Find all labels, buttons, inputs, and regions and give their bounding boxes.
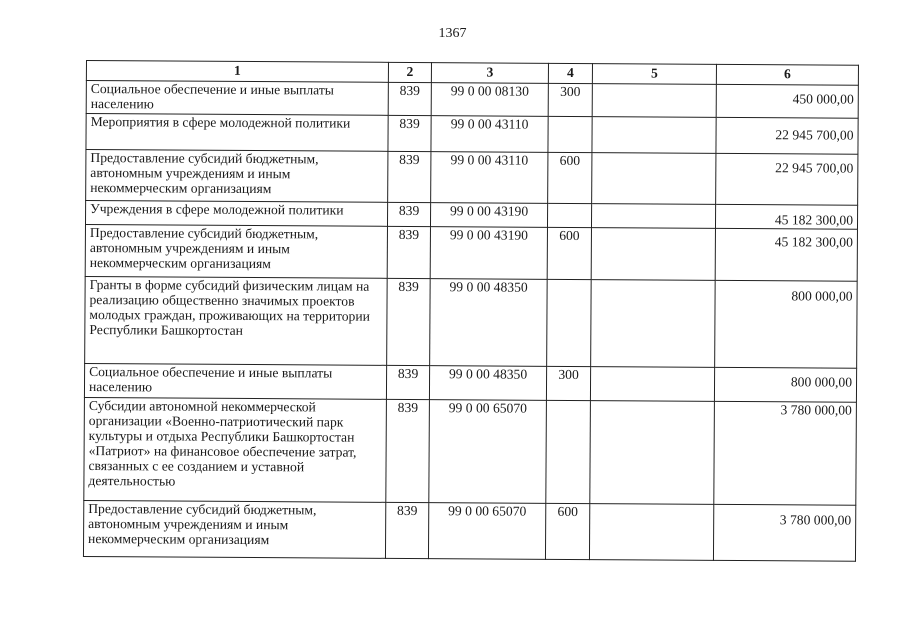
row-code-4: 600 [545,503,589,559]
row-sum [715,280,858,368]
row-code-4: 600 [547,227,591,279]
row-code-4: 300 [546,366,590,400]
table-row [84,363,856,402]
row-code-4: 600 [548,152,592,203]
table-row [86,114,858,155]
table-row [85,276,858,368]
column-header: 1 [86,61,388,83]
row-code-3: 99 0 00 48350 [429,366,546,401]
row-code-2: 839 [387,278,431,365]
row-name: Социальное обеспечение и иные выплаты населению [86,81,388,116]
row-code-3: 99 0 00 08130 [431,83,548,117]
row-name: Предоставление субсидий бюджетным, автономным учреждениям и иным некоммерческим организациям [86,150,388,203]
row-code-5 [591,280,716,368]
row-code-3: 99 0 00 43190 [430,227,547,280]
row-sum [714,401,857,505]
table-row [83,500,855,561]
table-row [86,150,858,206]
row-code-2: 839 [385,502,428,558]
row-code-2: 839 [387,226,430,278]
table-row [84,397,857,505]
row-sum [713,504,855,561]
table-row [85,224,857,281]
row-sum [714,367,856,402]
row-name: Учреждения в сфере молодежной политики [85,201,387,227]
row-code-2: 839 [386,365,429,399]
row-code-2: 839 [387,202,430,226]
row-name: Субсидии автономной некоммерческой организации «Военно-патриотический парк культуры и отдыха Республики Башкортостан «Патриот» на финансовое обеспечение затрат, связанных с ее созданием и уставной деятельностью [84,397,387,502]
row-sum-value: 800 000,00 [790,374,853,390]
row-code-3: 99 0 00 65070 [429,400,547,504]
row-code-3: 99 0 00 43110 [431,152,548,204]
column-header: 4 [548,63,592,83]
row-name: Социальное обеспечение и иные выплаты населению [84,363,386,399]
column-header: 6 [716,64,858,85]
row-code-5 [592,84,716,118]
row-sum [716,84,858,118]
row-sum [716,153,858,205]
column-header: 2 [388,62,431,82]
table-row [86,81,858,119]
column-header: 5 [592,64,716,85]
row-code-5 [590,401,715,505]
row-sum-value: 45 182 300,00 [774,234,853,250]
row-code-4 [548,116,592,152]
row-name: Гранты в форме субсидий физическим лицам на реализацию общественно значимых проектов молодых граждан, проживающих на территории Республики Башкортостан [85,276,388,365]
row-code-5 [591,204,715,229]
budget-table [83,60,859,562]
row-code-5 [592,153,716,205]
row-code-3: 99 0 00 65070 [428,503,545,560]
row-sum-value: 45 182 300,00 [774,212,854,228]
page-number: 1367 [438,26,467,41]
row-code-2: 839 [388,82,431,115]
row-sum-value: 22 945 700,00 [775,160,854,176]
row-sum-value: 450 000,00 [792,91,854,107]
row-sum-value: 22 945 700,00 [775,127,854,143]
row-code-5 [589,504,713,561]
row-sum [715,204,857,229]
row-code-2: 839 [388,115,431,151]
row-code-5 [592,117,716,154]
row-code-5 [591,228,715,281]
row-code-3: 99 0 00 43190 [430,203,547,228]
row-sum-value: 3 780 000,00 [780,402,852,418]
row-name: Мероприятия в сфере молодежной политики [86,114,388,152]
row-code-2: 839 [388,151,431,202]
row-sum-value: 3 780 000,00 [779,512,852,528]
column-header: 3 [431,63,548,84]
row-code-4 [546,400,591,503]
row-name: Предоставление субсидий бюджетным, автономным учреждениям и иным некоммерческим организациям [83,500,385,558]
row-code-5 [590,367,714,402]
row-code-4: 300 [548,83,592,116]
row-name: Предоставление субсидий бюджетным, автономным учреждениям и иным некоммерческим организациям [85,224,387,278]
row-sum [715,228,857,281]
row-sum-value: 800 000,00 [791,288,853,304]
row-code-3: 99 0 00 43110 [431,116,548,153]
row-sum [716,117,858,154]
row-code-4 [547,279,592,366]
row-code-3: 99 0 00 48350 [430,279,548,367]
row-code-4 [547,203,591,227]
row-code-2: 839 [386,399,430,502]
